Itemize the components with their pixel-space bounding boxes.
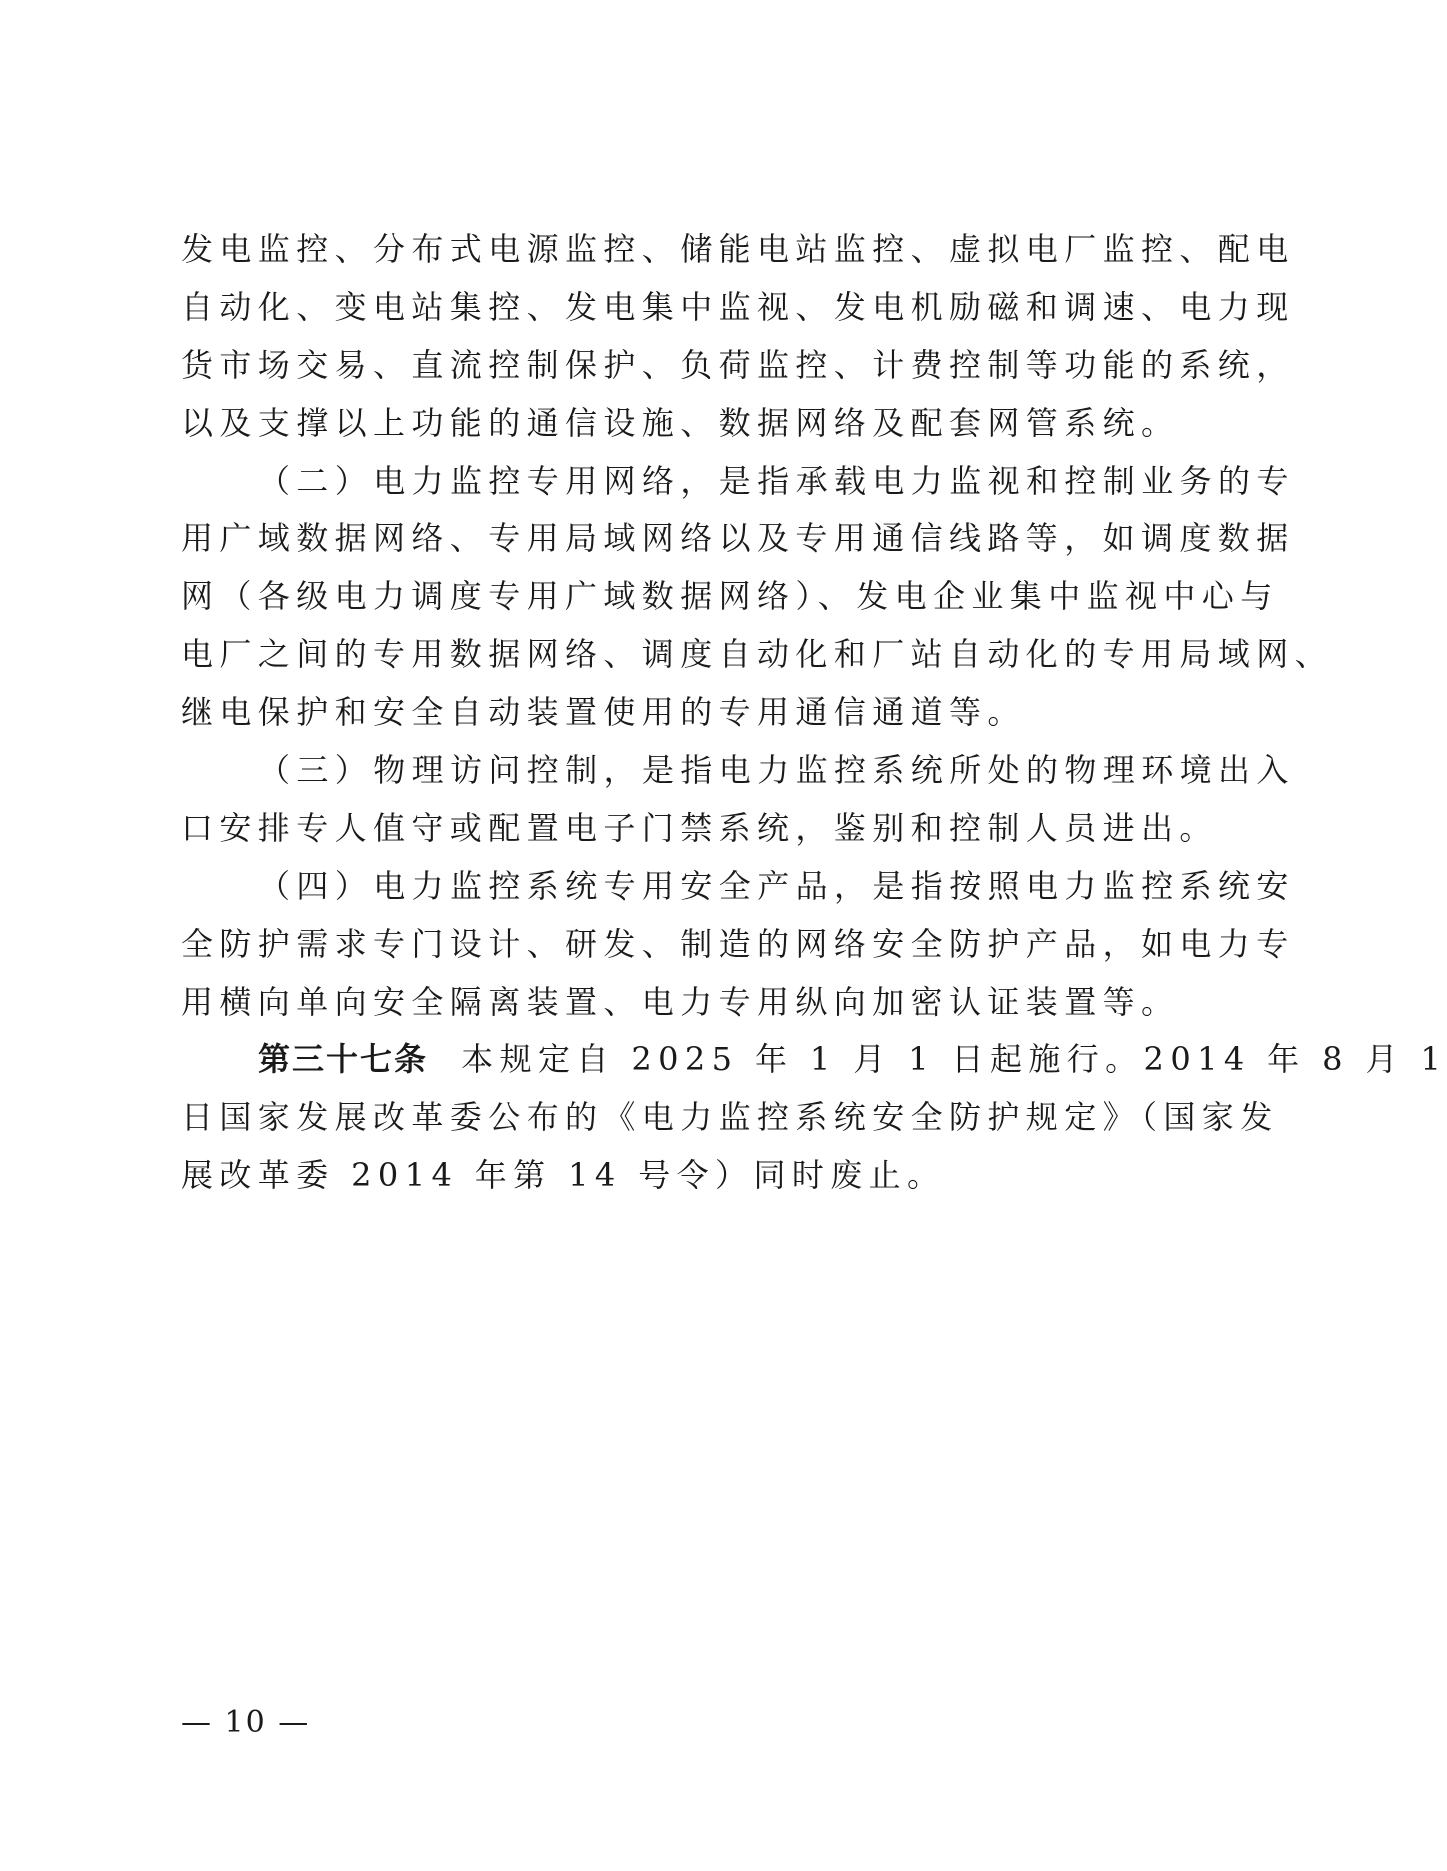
paragraph-line: 网（各级电力调度专用广域数据网络）、发电企业集中监视中心与	[181, 577, 1279, 616]
paragraph-line: 口安排专人值守或配置电子门禁系统，鉴别和控制人员进出。	[181, 808, 1218, 847]
paragraph-line: 用横向单向安全隔离装置、电力专用纵向加密认证装置等。	[181, 982, 1180, 1021]
paragraph-line: 自动化、变电站集控、发电集中监视、发电机励磁和调速、电力现	[181, 287, 1295, 326]
paragraph-line: 继电保护和安全自动装置使用的专用通信通道等。	[181, 693, 1026, 732]
article-heading: 第三十七条	[258, 1040, 429, 1079]
paragraph-line: 电厂之间的专用数据网络、调度自动化和厂站自动化的专用局域网、	[181, 635, 1334, 674]
paragraph-line: 以及支撑以上功能的通信设施、数据网络及配套网管系统。	[181, 403, 1180, 442]
page-number: — 10 —	[181, 1705, 311, 1740]
paragraph-line: 日国家发展改革委公布的《电力监控系统安全防护规定》（国家发	[181, 1098, 1279, 1137]
paragraph-line: （四）电力监控系统专用安全产品，是指按照电力监控系统安	[258, 866, 1295, 905]
body-text	[181, 230, 1447, 1214]
paragraph-line: （二）电力监控专用网络，是指承载电力监视和控制业务的专	[258, 461, 1295, 500]
article-first-line	[181, 1040, 1447, 1079]
paragraph-line: 用广域数据网络、专用局域网络以及专用通信线路等，如调度数据	[181, 519, 1295, 558]
paragraph-line: 货市场交易、直流控制保护、负荷监控、计费控制等功能的系统，	[181, 345, 1295, 384]
paragraph-line: 发电监控、分布式电源监控、储能电站监控、虚拟电厂监控、配电	[181, 230, 1295, 268]
paragraph-line: 全防护需求专门设计、研发、制造的网络安全防护产品，如电力专	[181, 924, 1295, 963]
paragraph-line: 展改革委 2014 年第 14 号令）同时废止。	[181, 1156, 946, 1195]
paragraph-line: （三）物理访问控制，是指电力监控系统所处的物理环境出入	[258, 751, 1295, 790]
article-text: 本规定自 2025 年 1 月 1 日起施行。2014 年 8 月 1	[461, 1040, 1447, 1079]
